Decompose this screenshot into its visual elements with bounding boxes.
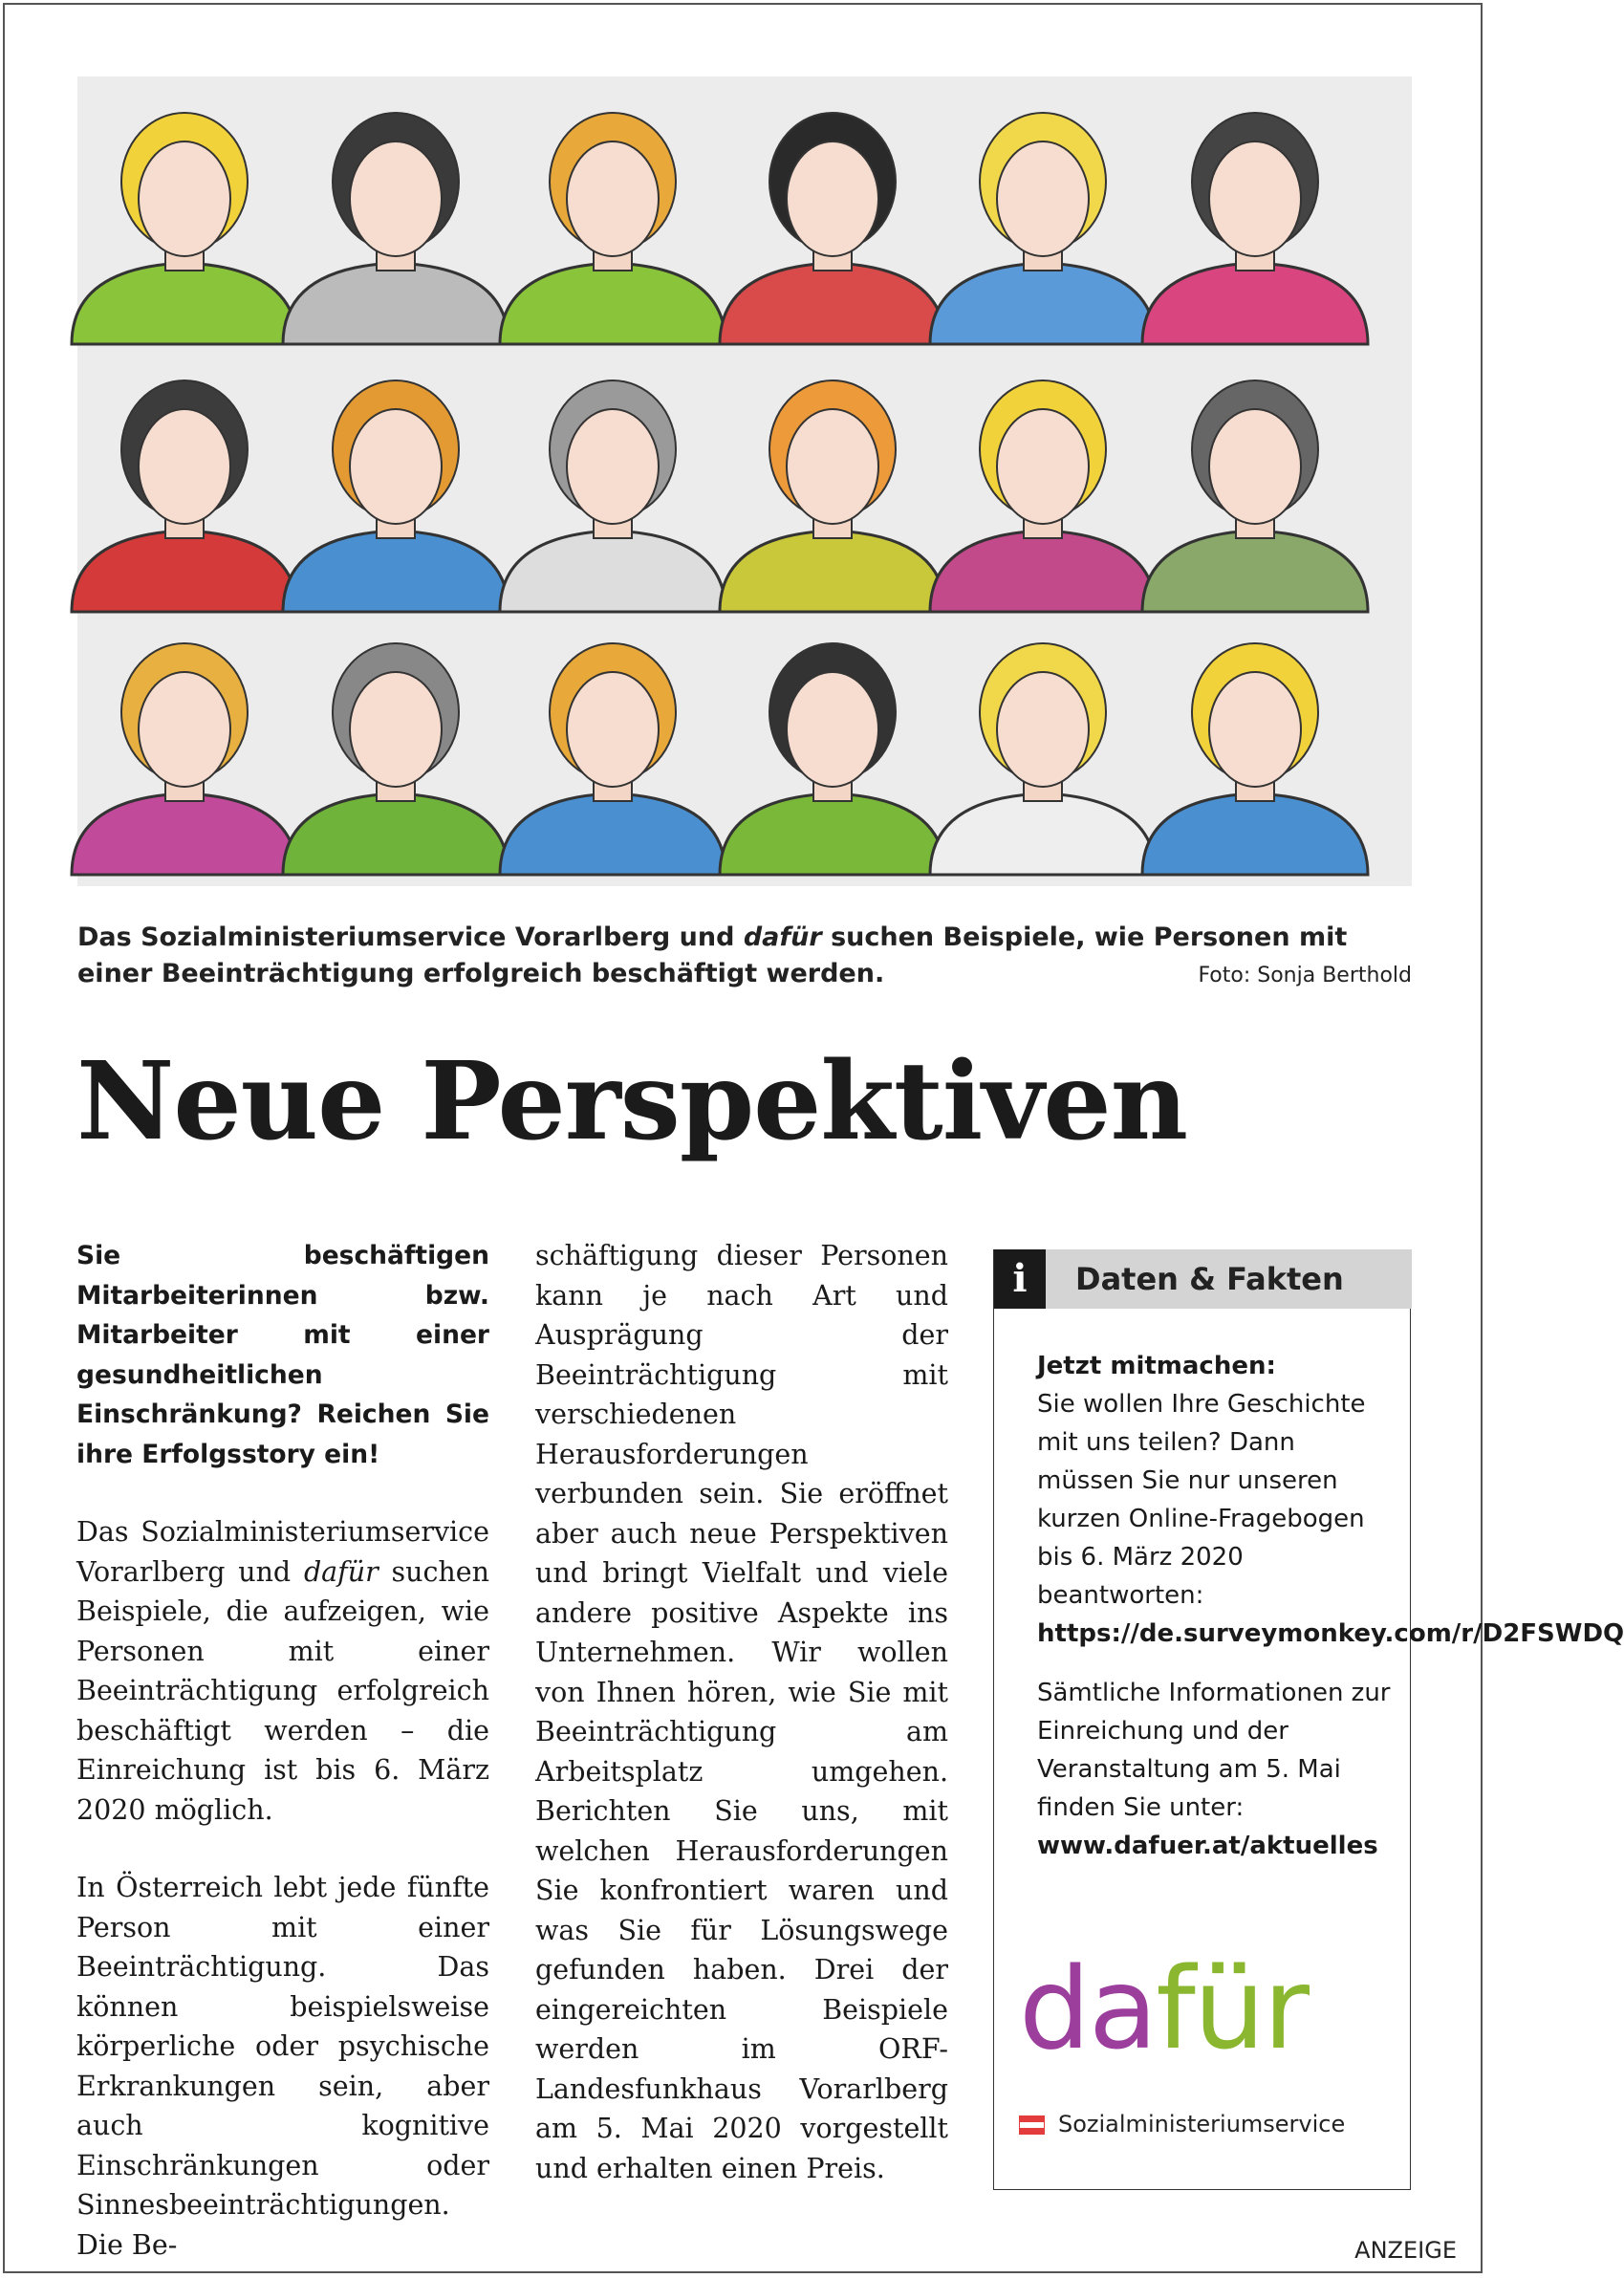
avatar-shirt xyxy=(500,793,725,875)
avatar-face xyxy=(997,409,1089,524)
dafuer-link[interactable]: www.dafuer.at/aktuelles xyxy=(1037,1832,1378,1860)
avatar-shirt xyxy=(720,263,945,344)
info-paragraph-1 xyxy=(1037,1347,1624,1653)
avatar xyxy=(930,380,1156,612)
avatar-face xyxy=(787,672,878,787)
avatar xyxy=(1142,380,1368,612)
avatar-shirt xyxy=(500,531,725,612)
avatar-face xyxy=(139,141,230,256)
avatar xyxy=(283,380,509,612)
avatar-grid xyxy=(77,76,1412,886)
article-paragraph-2: In Österreich lebt jede fünfte Person mit einer Beeinträchtigung. Das können beispielsweise körperliche oder psychische Erkrankungen sein, aber auch kognitive Einschränkungen oder Sinnesbeeinträchtigungen. Die Be- xyxy=(76,1872,489,2261)
austria-flag-icon xyxy=(1019,2115,1045,2135)
avatar xyxy=(283,643,509,875)
avatar xyxy=(930,113,1156,344)
info-icon: i xyxy=(994,1249,1046,1309)
article-paragraph-1 xyxy=(76,1512,489,1830)
avatar-face xyxy=(350,672,442,787)
ad-label: ANZEIGE xyxy=(1354,2237,1457,2264)
info-box-title: Daten & Fakten xyxy=(1075,1261,1344,1297)
avatar-shirt xyxy=(72,793,297,875)
avatar xyxy=(930,643,1156,875)
avatar-shirt xyxy=(72,263,297,344)
avatar-shirt xyxy=(930,793,1156,875)
photo-credit: Foto: Sonja Berthold xyxy=(1198,964,1412,987)
logo-wordmark xyxy=(1019,1942,1309,2074)
avatar-face xyxy=(787,141,878,256)
info-heading: Jetzt mitmachen: xyxy=(1037,1352,1276,1380)
info-box-body xyxy=(1037,1347,1624,1865)
avatar-face xyxy=(567,672,659,787)
avatar-face xyxy=(567,141,659,256)
avatar xyxy=(720,380,945,612)
info-box-header xyxy=(994,1249,1412,1309)
dafuer-logo xyxy=(1019,1942,1346,2137)
avatar-shirt xyxy=(500,263,725,344)
avatar-face xyxy=(1209,141,1301,256)
logo-subline-text: Sozialministeriumservice xyxy=(1058,2111,1346,2137)
avatar xyxy=(500,113,725,344)
paragraph-1-text-a: Das Sozialministeriumservice Vorarlberg und xyxy=(76,1516,489,1588)
avatar-shirt xyxy=(72,531,297,612)
avatar xyxy=(1142,113,1368,344)
avatar xyxy=(1142,643,1368,875)
logo-subline xyxy=(1019,2111,1345,2137)
paragraph-1-text-b: suchen Beispiele, die aufzeigen, wie Personen mit einer Beeinträchtigung erfolgreich beschäftigt werden – die Einreichung ist bis 6. März 2020 möglich. xyxy=(76,1555,489,1826)
avatar-face xyxy=(350,409,442,524)
avatar-face xyxy=(1209,409,1301,524)
article-column-2 xyxy=(535,1236,948,2188)
people-illustration xyxy=(77,76,1412,886)
avatar-shirt xyxy=(283,263,509,344)
avatar-face xyxy=(997,141,1089,256)
avatar xyxy=(500,380,725,612)
article-paragraph-3: schäftigung dieser Personen kann je nach Art und Ausprägung der Beeinträchtigung mit verschiedenen Herausforderungen verbunden sein. Sie eröffnet aber auch neue Perspektiven und bringt Vielfalt und viele andere positive Aspekte ins Unternehmen. Wir wollen von Ihnen hören, wie Sie mit Beeinträchtigung am Arbeitsplatz umgehen. Berichten Sie uns, mit welchen Herausforderungen Sie konfrontiert waren und was Sie für Lösungswege gefunden haben. Drei der eingereichten Beispiele werden im ORF-Landesfunkhaus Vorarlberg am 5. Mai 2020 vorgestellt und erhalten einen Preis. xyxy=(535,1240,948,2184)
headline: Neue Perspektiven xyxy=(76,1039,1188,1164)
avatar-face xyxy=(1209,672,1301,787)
avatar xyxy=(720,113,945,344)
avatar-face xyxy=(787,409,878,524)
avatar-face xyxy=(567,409,659,524)
survey-link[interactable]: https://de.surveymonkey.com/r/D2FSWDQ xyxy=(1037,1619,1624,1648)
avatar xyxy=(72,643,297,875)
article-lede: Sie beschäftigen Mitarbeiterinnen bzw. Mitarbeiter mit einer gesundheitlichen Einschränkung? Reichen Sie ihre Erfolgsstory ein! xyxy=(76,1241,489,1469)
logo-fur: für xyxy=(1156,1942,1309,2074)
info-paragraph-2 xyxy=(1037,1674,1391,1865)
avatar-shirt xyxy=(930,531,1156,612)
caption-text-2: suchen Beispiele, wie Personen mit einer Beeinträchtigung erfolgreich beschäftigt werden. xyxy=(77,922,1348,988)
avatar-shirt xyxy=(1142,793,1368,875)
info-text-1: Sie wollen Ihre Geschichte mit uns teilen? Dann müssen Sie nur unseren kurzen Online-Fragebogen bis 6. März 2020 beantworten: xyxy=(1037,1390,1366,1610)
article-column-1 xyxy=(76,1236,489,2265)
avatar xyxy=(72,113,297,344)
avatar-shirt xyxy=(1142,531,1368,612)
avatar-shirt xyxy=(283,531,509,612)
avatar-shirt xyxy=(930,263,1156,344)
info-text-2: Sämtliche Informationen zur Einreichung und der Veranstaltung am 5. Mai finden Sie unter: xyxy=(1037,1679,1391,1822)
avatar-face xyxy=(139,409,230,524)
avatar-shirt xyxy=(283,793,509,875)
avatar xyxy=(283,113,509,344)
caption-italic: dafür xyxy=(743,922,822,952)
avatar-face xyxy=(350,141,442,256)
avatar-face xyxy=(997,672,1089,787)
avatar xyxy=(72,380,297,612)
avatar-shirt xyxy=(1142,263,1368,344)
avatar-face xyxy=(139,672,230,787)
avatar xyxy=(500,643,725,875)
avatar xyxy=(720,643,945,875)
logo-da: da xyxy=(1019,1942,1157,2074)
caption-text-1: Das Sozialministeriumservice Vorarlberg und xyxy=(77,922,744,952)
avatar-shirt xyxy=(720,793,945,875)
paragraph-1-italic: dafür xyxy=(303,1555,379,1588)
avatar-shirt xyxy=(720,531,945,612)
